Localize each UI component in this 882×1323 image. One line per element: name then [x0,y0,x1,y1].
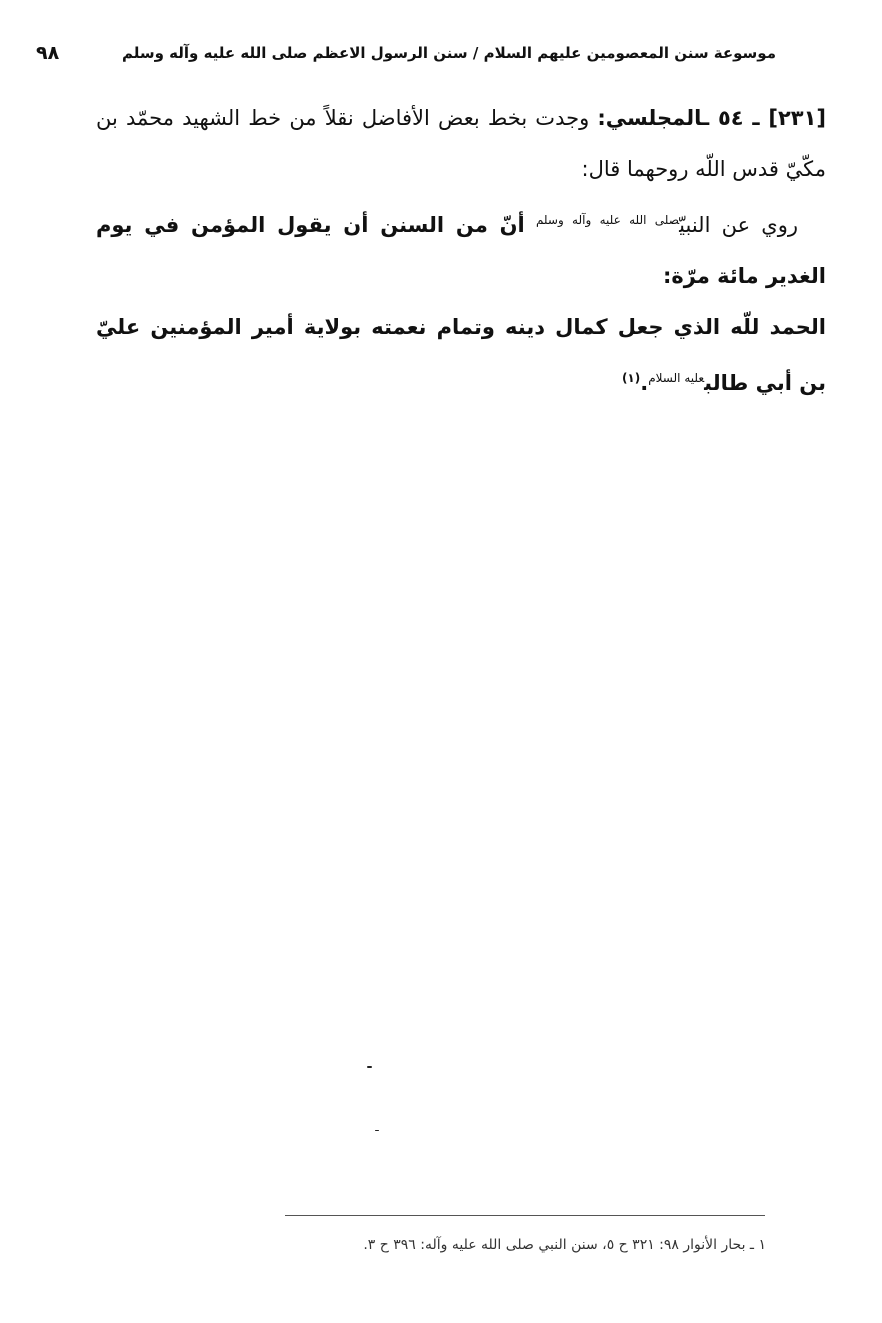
narration-start: روي عن النبيّ [679,213,798,237]
body-text [96,93,826,409]
running-title: موسوعة سنن المعصومين عليهم السلام / سنن الرسول الاعظم صلى الله عليه وآله وسلم [121,44,776,62]
scan-speck [367,1066,372,1068]
page-header [36,36,776,70]
footnote-marker: (١) [621,371,641,385]
narration [96,195,826,302]
supplication-text: الحمد للّه الذي جعل كمال دينه وتمام نعمته بولاية أمير المؤمنين عليّ بن أبي طالب [96,315,826,395]
honorific-prophet: صلى الله عليه وآله وسلم [535,213,680,227]
narration-bold: أنّ من السنن أن يقول المؤمن في يوم الغدير مائة مرّة: [96,213,826,288]
footnote: ١ ـ بحار الأنوار ٩٨: ٣٢١ ح ٥، سنن النبي صلى الله عليه وآله: ٣٩٦ ح ٣. [363,1237,766,1253]
entry-intro-line1: وجدت بخط بعض الأفاضل نقلاً من خط الشهيد محمّد بن مكّيّ [96,106,826,181]
entry-intro-line2: قدس اللّه روحهما قال: [581,157,779,181]
page-number: ٩٨ [36,42,60,64]
supplication: الحمد للّه الذي جعل كمال دينه وتمام نعمته بولاية أمير المؤمنين عليّ بن أبي طالب$^{عليه السلام}$.$^{(١)}$ [96,315,826,395]
footnote-rule [285,1215,765,1216]
entry-reference: [٢٣١] ـ ٥٤ ـ [701,106,826,130]
entry-source: المجلسي: [597,106,702,130]
scan-speck [375,1130,379,1131]
honorific-ali: عليه السلام [648,371,705,385]
entry-intro [96,93,826,195]
